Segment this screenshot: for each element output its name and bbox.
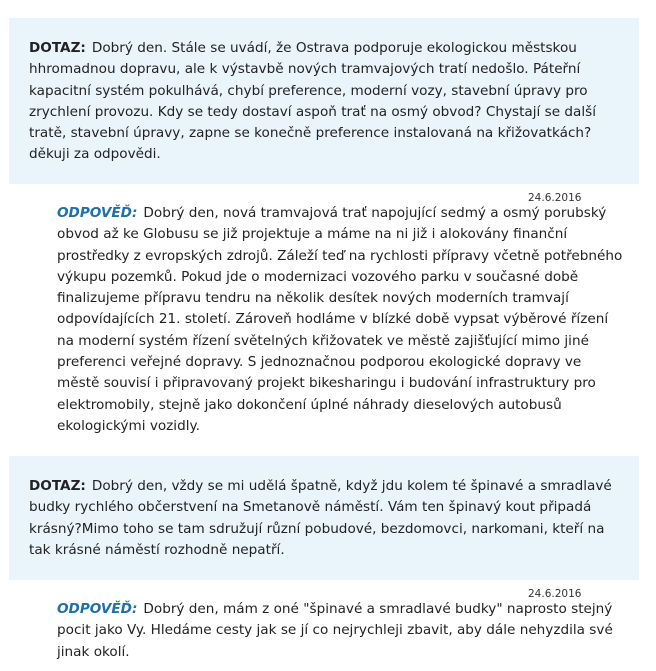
question-text: Dobrý den. Stále se uvádí, že Ostrava podporuje ekologickou městskou hhromadnou dopravu, ale k výstavbě nových tramvajových tratí nedošlo. Páteřní kapacitní systém pokulhává, chybí preference, moderní vozy, stavební úpravy pro zrychlení provozu. Kdy se tedy dostaví aspoň trať na osmý obvod? Chystají se další tratě, stavební úpravy, zapne se konečně preference instalovaná na křižovatkách? děkuji za odpovědi.: [29, 40, 596, 163]
answer-text: Dobrý den, nová tramvajová trať napojující sedmý a osmý porubský obvod až ke Globusu se již projektuje a máme na ni již i alokovány finanční prostředky z evropských zdrojů. Záleží teď na rychlosti přípravy včetně potřebného výkupu pozemků. Pokud jde o modernizaci vozového parku v současné době finalizujeme přípravu tendru na několik desítek nových moderních tramvají odpovídajících 21. století. Zároveň hodláme v blízké době vypsat výběrové řízení na moderní systém řízení světelných křižovatek ve městě zajišťující mimo jiné preferenci veřejné dopravy. S jednoznačnou podporou ekologické dopravy ve městě souvisí i připravovaný projekt bikesharingu i budování infrastruktury pro elektromobily, stejně jako dokončení úplné náhrady dieselových autobusů ekologickými vozidly.: [57, 205, 623, 434]
answer-text: Dobrý den, mám z oné "špinavé a smradlavé budky" naprosto stejný pocit jako Vy. Hledáme cesty jak se jí co nejrychleji zbavit, aby dále nehyzdila své jinak okolí.: [57, 601, 613, 660]
question-text: Dobrý den, vždy se mi udělá špatně, když jdu kolem té špinavé a smradlavé budky rychlého občerstvení na Smetanově náměstí. Vám ten špinavý kout připadá krásný?Mimo toho se tam sdružují různí pobudové, bezdomovci, narkomani, kteří na tak krásné náměstí rozhodně nepatří.: [29, 478, 612, 558]
answer-block: [57, 599, 627, 663]
answer-date: 24.6.2016: [528, 192, 582, 204]
question-label: DOTAZ:: [29, 40, 86, 56]
question-label: DOTAZ:: [29, 478, 86, 494]
answer-block: [57, 203, 627, 437]
answer-date: 24.6.2016: [528, 588, 582, 600]
answer-label: ODPOVĚĎ:: [57, 205, 138, 221]
answer-label: ODPOVĚĎ:: [57, 601, 138, 617]
question-block: [9, 18, 639, 184]
question-block: [9, 456, 639, 580]
